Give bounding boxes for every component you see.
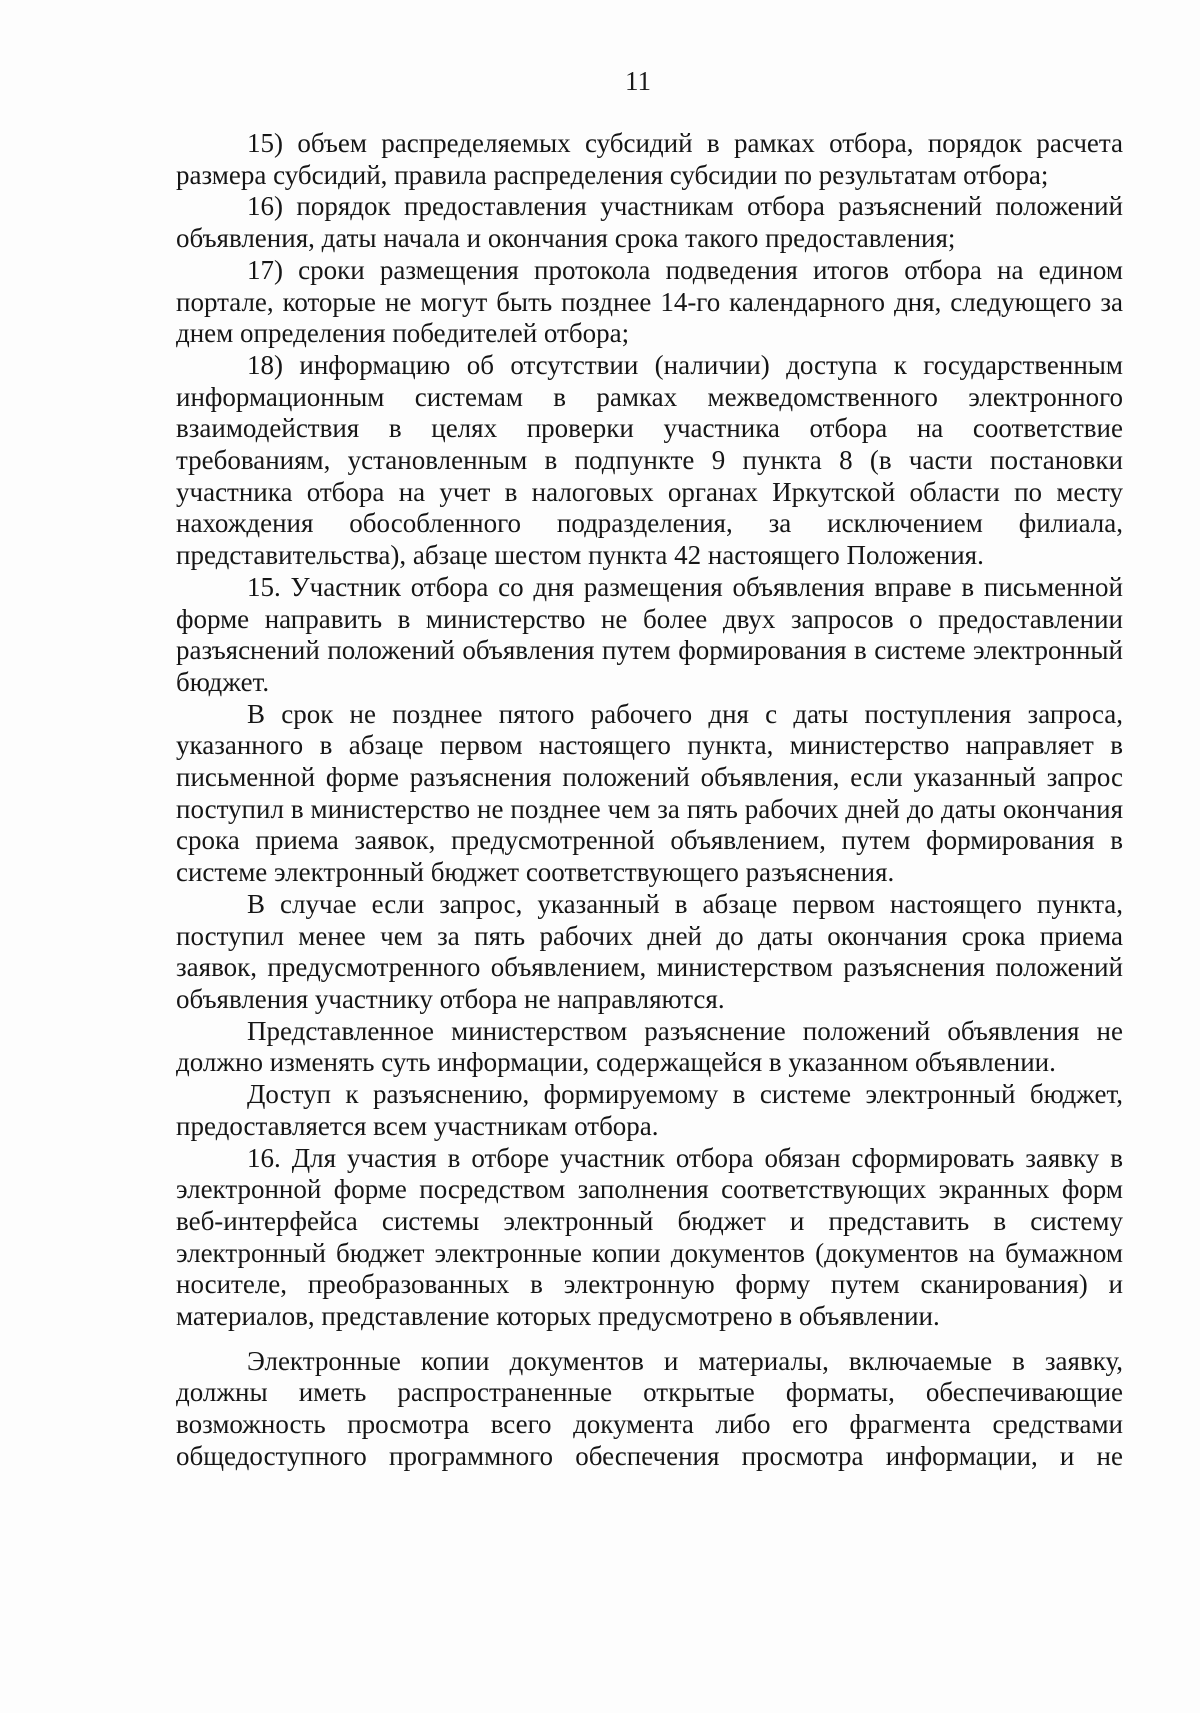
paragraph-clause-16: 16. Для участия в отборе участник отбора обязан сформировать заявку в электронной форме посредством заполнения соответствующих экранных форм веб-интерфейса системы электронный бюджет и представить в систему электронный бюджет электронные копии документов (документов на бумажном носителе, преобразованных в электронную форму путем сканирования) и материалов, представление которых предусмотрено в объявлении.	[176, 1142, 1123, 1332]
paragraph-item-15: 15) объем распределяемых субсидий в рамках отбора, порядок расчета размера субсидий, правила распределения субсидии по результатам отбора;	[176, 128, 1123, 190]
paragraph-clause-15: 15. Участник отбора со дня размещения объявления вправе в письменной форме направить в министерство не более двух запросов о предоставлении разъяснений положений объявления путем формирования в системе электронный бюджет.	[176, 571, 1123, 697]
page-number: 11	[625, 66, 651, 96]
paragraph-clause-15-access: Доступ к разъяснению, формируемому в системе электронный бюджет, предоставляется всем участникам отбора.	[176, 1079, 1123, 1141]
document-body	[176, 128, 1123, 1473]
paragraph-clause-16-formats: Электронные копии документов и материалы, включаемые в заявку, должны иметь распространенные открытые форматы, обеспечивающие возможность просмотра всего документа либо его фрагмента средствами общедоступного программного обеспечения просмотра информации, и не	[176, 1345, 1123, 1471]
paragraph-clause-15-content: Представленное министерством разъяснение положений объявления не должно изменять суть информации, содержащейся в указанном объявлении.	[176, 1015, 1123, 1078]
paragraph-clause-15-late-request: В случае если запрос, указанный в абзаце первом настоящего пункта, поступил менее чем за пять рабочих дней до даты окончания срока приема заявок, предусмотренного объявлением, министерством разъяснения положений объявления участнику отбора не направляются.	[176, 888, 1123, 1014]
paragraph-clause-15-deadline: В срок не позднее пятого рабочего дня с даты поступления запроса, указанного в абзаце первом настоящего пункта, министерство направляет в письменной форме разъяснения положений объявления, если указанный запрос поступил в министерство не позднее чем за пять рабочих дней до даты окончания срока приема заявок, предусмотренной объявлением, путем формирования в системе электронный бюджет соответствующего разъяснения.	[176, 698, 1123, 888]
paragraph-item-18: 18) информацию об отсутствии (наличии) доступа к государственным информационным системам в рамках межведомственного электронного взаимодействия в целях проверки участника отбора на соответствие требованиям, установленным в подпункте 9 пункта 8 (в части постановки участника отбора на учет в налоговых органах Иркутской области по месту нахождения обособленного подразделения, за исключением филиала, представительства), абзаце шестом пункта 42 настоящего Положения.	[176, 349, 1123, 571]
paragraph-item-17: 17) сроки размещения протокола подведения итогов отбора на едином портале, которые не могут быть позднее 14-го календарного дня, следующего за днем определения победителей отбора;	[176, 254, 1123, 349]
paragraph-item-16: 16) порядок предоставления участникам отбора разъяснений положений объявления, даты начала и окончания срока такого предоставления;	[176, 191, 1123, 254]
